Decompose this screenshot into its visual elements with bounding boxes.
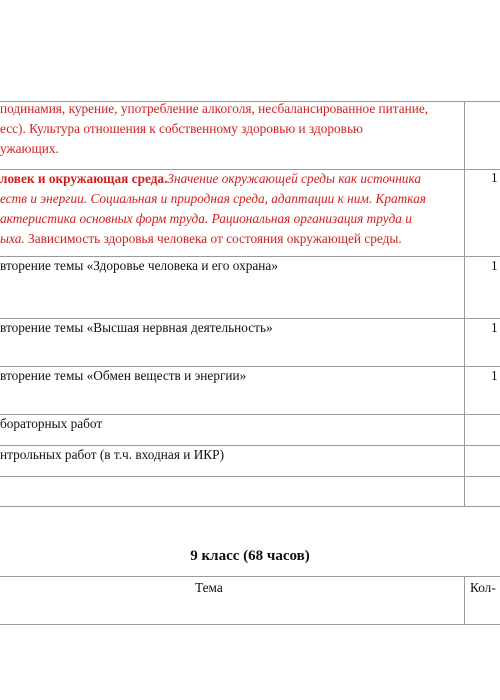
row-heading: ловек и окружающая среда. xyxy=(0,171,168,186)
table-border xyxy=(464,101,465,506)
column-header-count: Кол- xyxy=(470,580,496,595)
hours-count: 1 xyxy=(491,170,498,185)
row-text-line: актеристика основных форм труда. Рациональная организация труда и xyxy=(0,211,412,226)
row-text-line: есс). Культура отношения к собственному здоровью и здоровью xyxy=(0,121,363,136)
hours-count: 1 xyxy=(491,368,498,383)
table-border xyxy=(0,576,500,577)
table-border xyxy=(0,506,500,507)
row-text-line: ужающих. xyxy=(0,141,59,156)
row-text-line: подинамия, курение, употребление алкоголя, несбалансированное питание, xyxy=(0,101,429,116)
table-border xyxy=(0,624,500,625)
table-border xyxy=(464,576,465,624)
row-text-line: вторение темы «Здоровье человека и его охрана» xyxy=(0,258,278,273)
hours-count: 1 xyxy=(491,258,498,273)
column-header-topic: Тема xyxy=(195,580,223,595)
row-italic-text: ыха. xyxy=(0,231,25,246)
row-text-line: вторение темы «Высшая нервная деятельность» xyxy=(0,320,273,335)
row-text-line xyxy=(0,169,421,190)
row-text-line: нтрольных работ (в т.ч. входная и ИКР) xyxy=(0,447,225,462)
row-text-line xyxy=(0,229,402,250)
hours-count: 1 xyxy=(491,320,498,335)
row-text-line: еств и энергии. Социальная и природная среда, адаптации к ним. Краткая xyxy=(0,191,426,206)
row-text-line: вторение темы «Обмен веществ и энергии» xyxy=(0,368,247,383)
row-italic-text: Значение окружающей среды как источника xyxy=(167,171,421,186)
section-title: 9 класс (68 часов) xyxy=(190,548,310,564)
row-plain-text: Зависимость здоровья человека от состояния окружающей среды. xyxy=(28,231,402,246)
row-text-line: бораторных работ xyxy=(0,416,103,431)
table-border xyxy=(0,476,500,477)
